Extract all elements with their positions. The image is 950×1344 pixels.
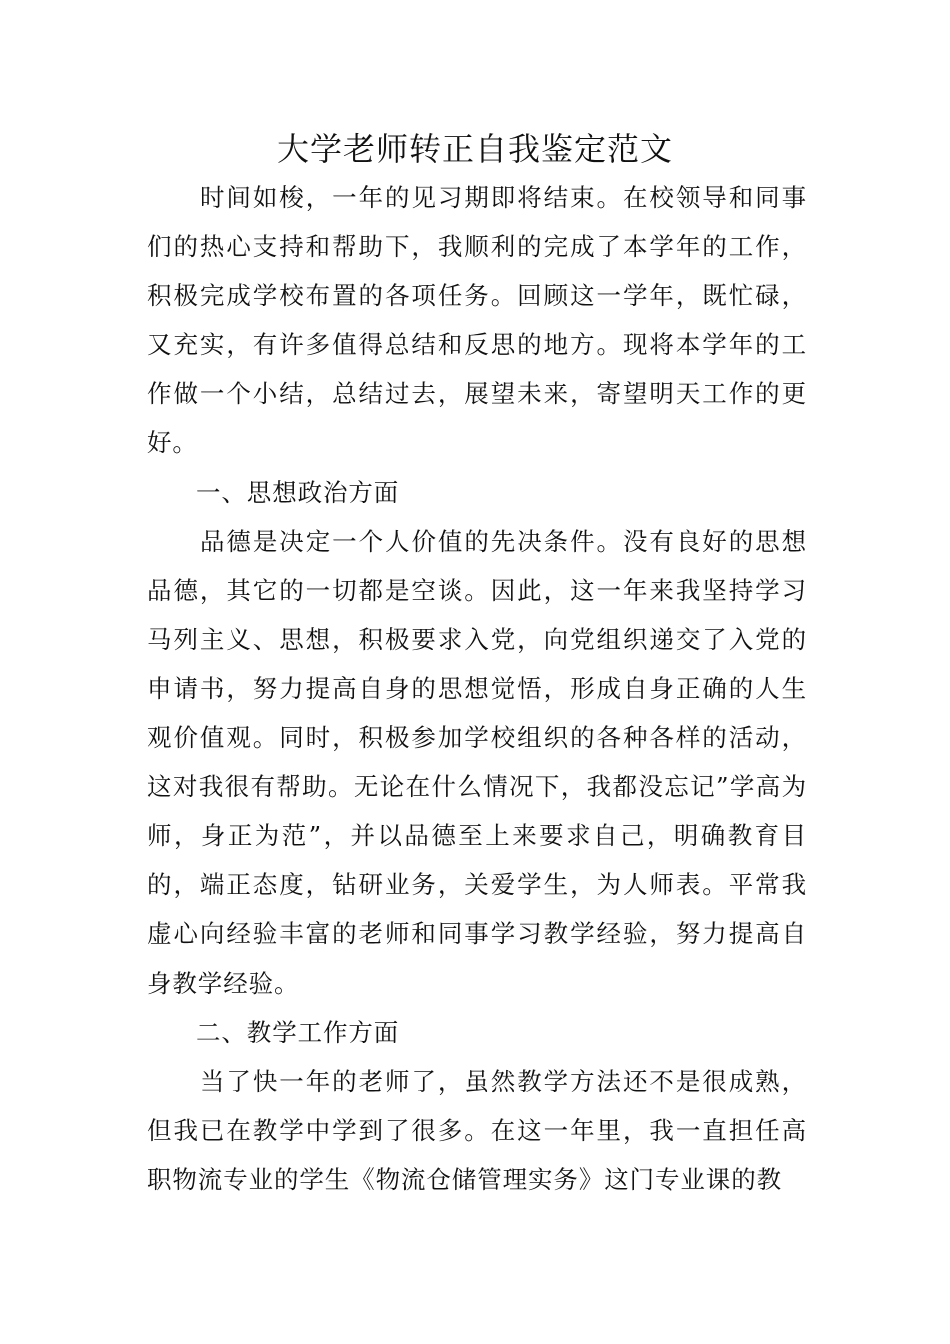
ideology-paragraph: 品德是决定一个人价值的先决条件。没有良好的思想品德，其它的一切都是空谈。因此，这一年来我坚持学习马列主义、思想，积极要求入党，向党组织递交了入党的申请书，努力提高自身的思想觉悟，形成自身正确的人生观价值观。同时，积极参加学校组织的各种各样的活动，这对我很有帮助。无论在什么情况下，我都没忘记”学高为师，身正为范”，并以品德至上来要求自己，明确教育目的，端正态度，钻研业务，关爱学生，为人师表。平常我虚心向经验丰富的老师和同事学习教学经验，努力提高自身教学经验。 bbox=[147, 526, 807, 998]
teaching-paragraph: 当了快一年的老师了，虽然教学方法还不是很成熟，但我已在教学中学到了很多。在这一年里，我一直担任高职物流专业的学生《物流仓储管理实务》这门专业课的教 bbox=[147, 1066, 807, 1194]
document-body bbox=[147, 173, 807, 1204]
document-title: 大学老师转正自我鉴定范文 bbox=[276, 130, 673, 168]
section-heading-teaching: 二、教学工作方面 bbox=[196, 1017, 400, 1047]
intro-paragraph: 时间如梭，一年的见习期即将结束。在校领导和同事们的热心支持和帮助下，我顺利的完成了本学年的工作，积极完成学校布置的各项任务。回顾这一学年，既忙碌，又充实，有许多值得总结和反思的地方。现将本学年的工作做一个小结，总结过去，展望未来，寄望明天工作的更好。 bbox=[147, 183, 807, 458]
section-heading-ideology: 一、思想政治方面 bbox=[196, 477, 400, 507]
